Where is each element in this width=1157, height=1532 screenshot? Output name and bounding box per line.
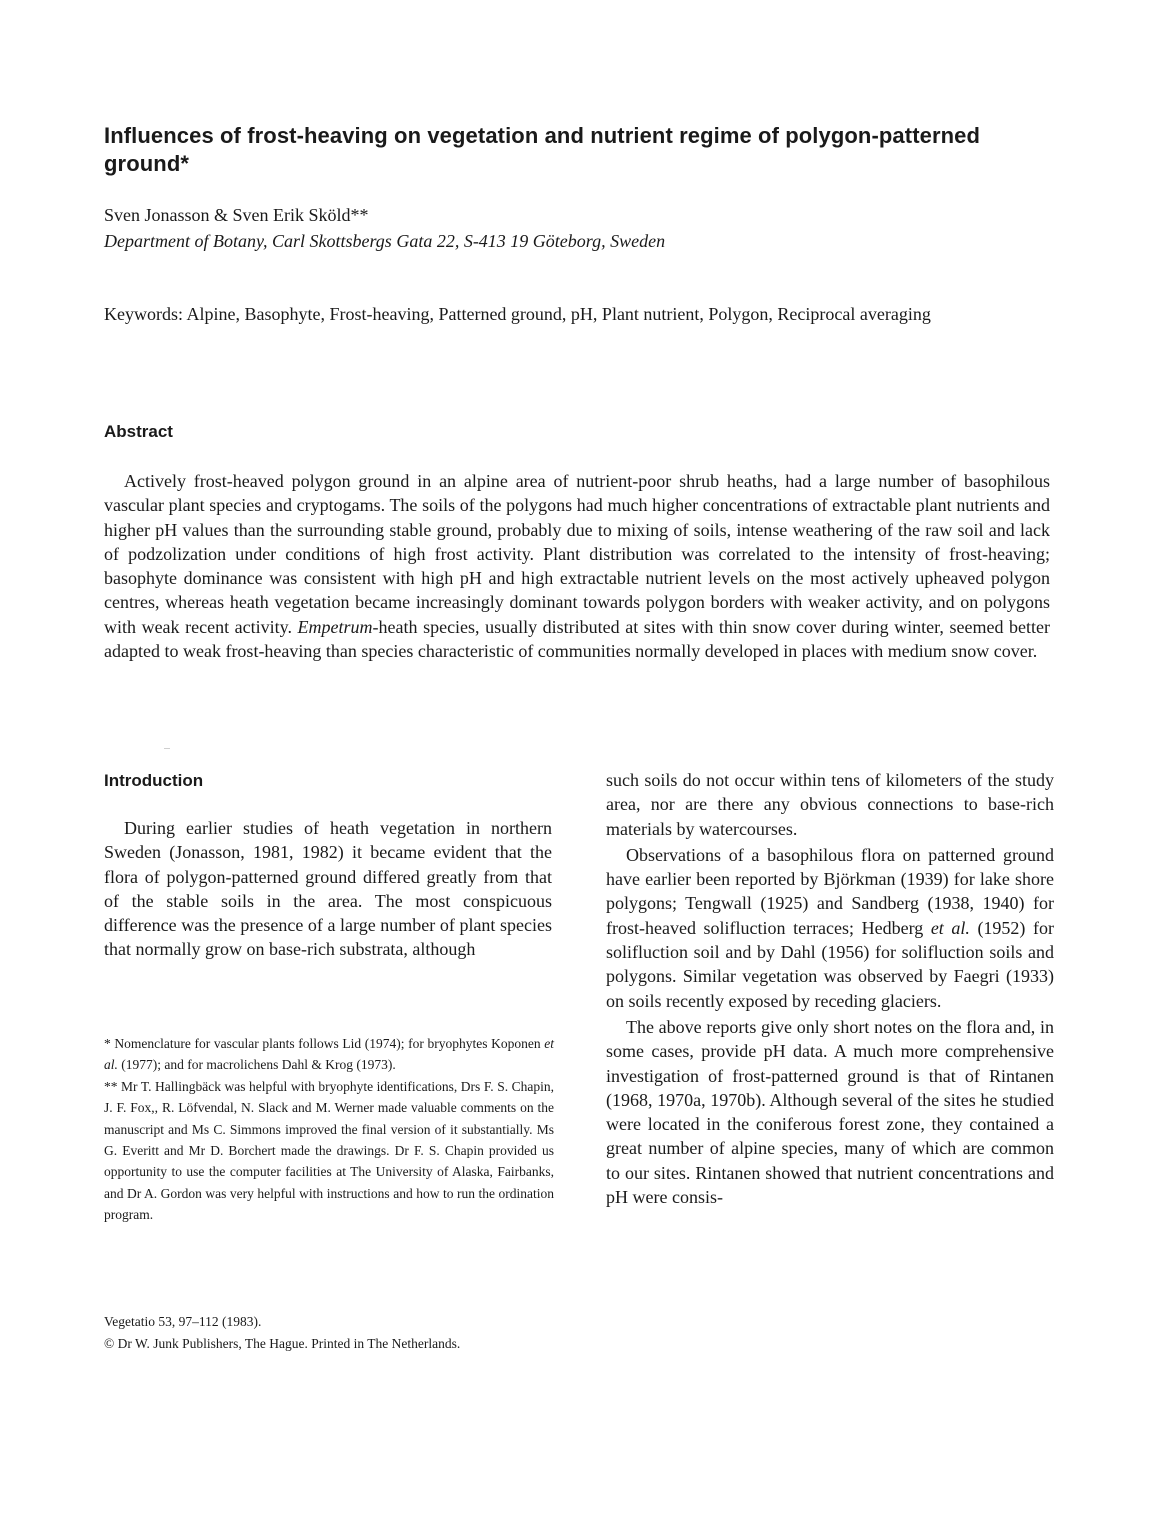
intro-paragraph-3: The above reports give only short notes on the flora and, in some cases, provide pH data. A much more comprehensive investigation of frost-patterned ground is that of Rintanen (1968, 1970a, 1970b). Although several of the sites he studied were located in the coniferous forest zone, they contained a great number of alpine species, many of which are common to our sites. Rintanen showed that nutrient concentrations and pH were consis-: [606, 1016, 1054, 1208]
footnote-1-text-b: (1977); and for macrolichens Dahl & Krog (1973).: [117, 1057, 396, 1073]
right-column-text: [606, 768, 1054, 1211]
author-affiliation: Department of Botany, Carl Skottsbergs Gata 22, S-413 19 Göteborg, Sweden: [104, 231, 666, 251]
copyright-notice: © Dr W. Junk Publishers, The Hague. Printed in The Netherlands.: [104, 1336, 461, 1351]
abstract-text-part-2: -heath species, usually distributed at sites with thin snow cover during winter, seemed better adapted to weak frost-heaving than species characteristic of communities normally developed in places with medium snow cover.: [104, 616, 1050, 662]
intro-paragraph-2-text-a: Observations of a basophilous flora on patterned ground have earlier been reported by Björkman (1939) for lake shore polygons; Tengwall (1925) and Sandberg (1938, 1940) for frost-heaved solifluction terraces; Hedberg: [606, 844, 1054, 938]
intro-paragraph-1: During earlier studies of heath vegetation in northern Sweden (Jonasson, 1981, 1982) it became evident that the flora of polygon-patterned ground differed greatly from that of the stable soils in the area. The most conspicuous difference was the presence of a large number of plant species that normally grow on base-rich substrata, although: [104, 818, 552, 960]
journal-citation: Vegetatio 53, 97–112 (1983).: [104, 1314, 262, 1329]
footnote-1: [104, 1033, 554, 1076]
footnote-1-text-a: * Nomenclature for vascular plants follows Lid (1974); for bryophytes Koponen: [104, 1036, 545, 1051]
keywords: Keywords: Alpine, Basophyte, Frost-heaving, Patterned ground, pH, Plant nutrient, Polygon, Reciprocal averaging: [104, 304, 931, 324]
abstract-body: [104, 469, 1050, 663]
article-title: Influences of frost-heaving on vegetation and nutrient regime of polygon-patterned ground*: [104, 123, 981, 176]
abstract-heading: Abstract: [104, 422, 173, 441]
intro-paragraph-2: [606, 843, 1054, 1013]
footnotes: [104, 1033, 554, 1226]
abstract-paragraph: [104, 469, 1050, 663]
intro-paragraph-2-italic: et al.: [930, 917, 970, 938]
footnote-2: ** Mr T. Hallingbäck was helpful with bryophyte identifications, Drs F. S. Chapin, J. F. Fox,, R. Löfvendal, N. Slack and M. Werner made valuable comments on the manuscript and Ms C. Simmons improved the final version of it substantially. Ms G. Everitt and Mr D. Borchert made the drawings. Dr F. S. Chapin provided us opportunity to use the computer facilities at The University of Alaska, Fairbanks, and Dr A. Gordon was very helpful with instructions and how to run the ordination program.: [104, 1078, 554, 1223]
introduction-heading: Introduction: [104, 771, 204, 790]
abstract-text-part-1: Actively frost-heaved polygon ground in an alpine area of nutrient-poor shrub heaths, had a large number of basophilous vascular plant species and cryptogams. The soils of the polygons had much higher concentrations of extractable plant nutrients and higher pH values than the surrounding stable ground, probably due to mixing of soils, intense weathering of the raw soil and lack of podzolization under conditions of high frost activity. Plant distribution was correlated to the intensity of frost-heaving; basophyte dominance was consistent with high pH and high extractable nutrient levels on the most actively upheaved polygon centres, whereas heath vegetation became increasingly dominant towards polygon borders with weaker activity, and on polygons with weak recent activity.: [104, 471, 1050, 637]
intro-paragraph-2-text-b: (1952) for solifluction soil and by Dahl (1956) for solifluction soils and polygons. Similar vegetation was observed by Faegri (1933) on soils recently exposed by receding glaciers.: [606, 917, 1054, 1011]
intro-paragraph-1-continued: such soils do not occur within tens of kilometers of the study area, nor are there any obvious connections to base-rich materials by watercourses.: [606, 770, 1054, 839]
left-column-text: [104, 816, 552, 962]
abstract-italic-term: Empetrum: [297, 616, 373, 637]
author-list: Sven Jonasson & Sven Erik Sköld**: [104, 205, 369, 225]
footnote-1-italic: et al.: [104, 1036, 554, 1073]
separator-mark: [164, 748, 170, 749]
